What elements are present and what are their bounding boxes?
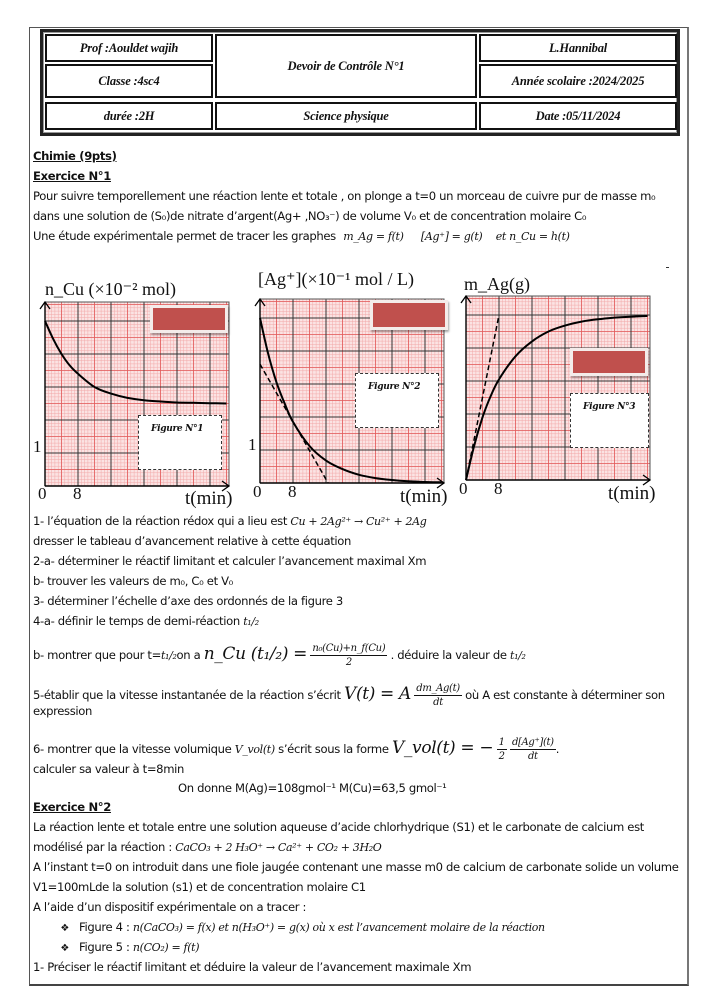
figure-3-plot (466, 296, 652, 482)
q4b-lhs: n_Cu (t₁/₂) = (203, 644, 308, 664)
ex2-p5: A l’aide d’un dispositif expérimentale on a tracer : (33, 900, 307, 914)
q5-num: dm_Ag(t) (416, 683, 460, 694)
q4b-den: 2 (345, 657, 352, 668)
q5-pre: 5-établir que la vitesse instantanée de la réaction s’écrit (33, 688, 341, 702)
ex2-reaction-equation: CaCO₃ + 2 H₃O⁺ → Ca²⁺ + CO₂ + 3H₂O (175, 841, 382, 854)
intro-line-2: dans une solution de (S₀)de nitrate d’argent(Ag+ ,NO₃⁻) de volume V₀ et de concentration molaire C₀ (33, 209, 587, 223)
figure-3-xtick-8: 8 (494, 479, 503, 498)
figure-1-ylabel: n_Cu (×10⁻² mol) (45, 279, 177, 299)
figure-2-xtick-8: 8 (288, 482, 297, 501)
given-data: On donne M(Ag)=108gmol⁻¹ M(Cu)=63,5 gmol⁻¹ (178, 781, 447, 795)
figure-1-red-box (150, 305, 228, 333)
ex2-p4: V1=100mLde la solution (s1) et de concentration molaire C1 (33, 880, 366, 894)
figure-3-ylabel: m_Ag(g) (464, 274, 530, 294)
q4b-post: . déduire la valeur de (390, 648, 507, 662)
diamond-bullet-icon: ❖ (60, 943, 69, 954)
figure-2-xlabel: t(min) (400, 486, 448, 507)
intro-line-3-text: Une étude expérimentale permet de tracer les graphes (33, 229, 336, 243)
figure-1-label: Figure N°1 (138, 415, 222, 470)
diamond-bullet-icon: ❖ (60, 923, 69, 934)
question-5 (33, 682, 665, 709)
q6-post: . (555, 742, 560, 756)
q4b-pre: b- montrer que pour t= (33, 648, 161, 662)
ex2-bullet-2 (33, 940, 199, 954)
header-matiere: Science physique (215, 102, 477, 130)
q5-fraction (414, 682, 462, 709)
ex2-p1: La réaction lente et totale entre une solution aqueuse d’acide chlorhydrique (S1) et le carbonate de calcium est (33, 820, 644, 834)
q6-sym: V_vol(t) (234, 743, 275, 756)
figure-3-label: Figure N°3 (570, 393, 649, 448)
intro-line-3 (33, 229, 570, 243)
figure-2-ylabel: [Ag⁺](×10⁻¹ mol / L) (258, 269, 415, 289)
ex2-bullet-1 (33, 920, 545, 934)
q6-pre: 6- montrer que la vitesse volumique (33, 742, 232, 756)
eq-mag: m_Ag = f(t) (343, 230, 404, 243)
q6-fraction (510, 736, 556, 763)
header-duree: durée :2H (45, 102, 213, 130)
question-4b (33, 642, 526, 669)
ex2-b2-equation: n(CO₂) = f(t) (132, 941, 200, 954)
ex2-b1-equation: n(CaCO₃) = f(x) et n(H₃O⁺) = g(x) où x est l’avancement molaire de la réaction (132, 921, 545, 934)
header-school: L.Hannibal (479, 34, 677, 62)
question-1-text: 1- l’équation de la réaction rédox qui a lieu est (33, 514, 288, 528)
q5-lhs: V(t) = A (344, 684, 411, 704)
ex2-b2-label: Figure 5 : (79, 940, 130, 954)
header-table (40, 29, 680, 136)
ex2-question-1: 1- Préciser le réactif limitant et déduire la valeur de l’avancement maximale Xm (33, 960, 472, 974)
question-4a-text: 4-a- définir le temps de demi-réaction (33, 614, 240, 628)
q5-post: où A est constante à déterminer son (465, 688, 665, 702)
question-6 (33, 736, 559, 763)
q4b-num: n₀(Cu)+n_f(Cu) (312, 643, 386, 654)
question-6-calc: calculer sa valeur à t=8min (33, 762, 185, 776)
figure-3-xlabel: t(min) (608, 483, 656, 504)
intro-line-1: Pour suivre temporellement une réaction lente et totale , on plonge a t=0 un morceau de cuivre pur de masse m₀ (33, 189, 656, 203)
figure-1-xlabel: t(min) (185, 488, 233, 509)
figure-1-ytick-1: 1 (33, 437, 42, 456)
figure-2-xtick-0: 0 (253, 482, 262, 501)
question-2b: b- trouver les valeurs de m₀, C₀ et V₀ (33, 574, 233, 588)
section-title-chimie: Chimie (9pts) (33, 149, 117, 163)
q4b-fraction (310, 642, 387, 669)
q6-den: dt (527, 751, 538, 762)
question-2a: 2-a- déterminer le réactif limitant et calculer l’avancement maximal Xm (33, 554, 427, 568)
question-4a (33, 614, 259, 628)
q6-lhs: V_vol(t) = − (391, 738, 494, 758)
q6-half-den: 2 (498, 751, 505, 762)
header-classe: Classe :4sc4 (45, 64, 213, 98)
question-4a-symbol: t₁/₂ (243, 615, 259, 628)
q5-den: dt (433, 697, 443, 708)
ex2-p3: A l’instant t=0 on introduit dans une fiole jaugée contenant une masse m0 de calcium de carbonate solide un volume (33, 860, 679, 874)
exercise-1-title: Exercice N°1 (33, 169, 111, 183)
stray-mark (666, 267, 669, 268)
header-title: Devoir de Contrôle N°1 (215, 34, 477, 98)
q4b-t2: t₁/₂ (510, 649, 526, 662)
figure-3-xtick-0: 0 (459, 479, 468, 498)
question-3: 3- déterminer l’échelle d’axe des ordonnés de la figure 3 (33, 594, 343, 608)
ex2-p2-text: modélisé par la réaction : (33, 840, 172, 854)
q6-mid: s’écrit sous la forme (278, 742, 389, 756)
q6-num: d[Ag⁺](t) (511, 737, 554, 748)
question-5-cont: expression (33, 704, 93, 718)
eq-ncu: et n_Cu = h(t) (495, 230, 570, 243)
figure-2-ytick-1: 1 (248, 435, 257, 454)
q4b-t: t₁/₂ (160, 649, 177, 662)
figure-2-label: Figure N°2 (355, 373, 439, 428)
q6-half (497, 736, 507, 763)
header-prof: Prof :Aouldet wajih (45, 34, 213, 62)
ex2-b1-label: Figure 4 : (79, 920, 130, 934)
q4b-mid: on a (176, 648, 201, 662)
figure-2-red-box (370, 300, 448, 330)
q6-half-num: 1 (498, 737, 505, 748)
header-annee: Année scolaire :2024/2025 (479, 64, 677, 98)
figure-1-xtick-0: 0 (38, 484, 47, 503)
eq-ag: [Ag⁺] = g(t) (420, 230, 483, 243)
question-1-b: dresser le tableau d’avancement relative à cette équation (33, 534, 352, 548)
question-1-equation: Cu + 2Ag²⁺ → Cu²⁺ + 2Ag (290, 515, 427, 528)
figure-1-xtick-8: 8 (73, 484, 82, 503)
figure-3-red-box (570, 348, 648, 376)
question-1 (33, 514, 426, 528)
header-date: Date :05/11/2024 (479, 102, 677, 130)
exercise-2-title: Exercice N°2 (33, 800, 111, 814)
ex2-p2 (33, 840, 381, 854)
